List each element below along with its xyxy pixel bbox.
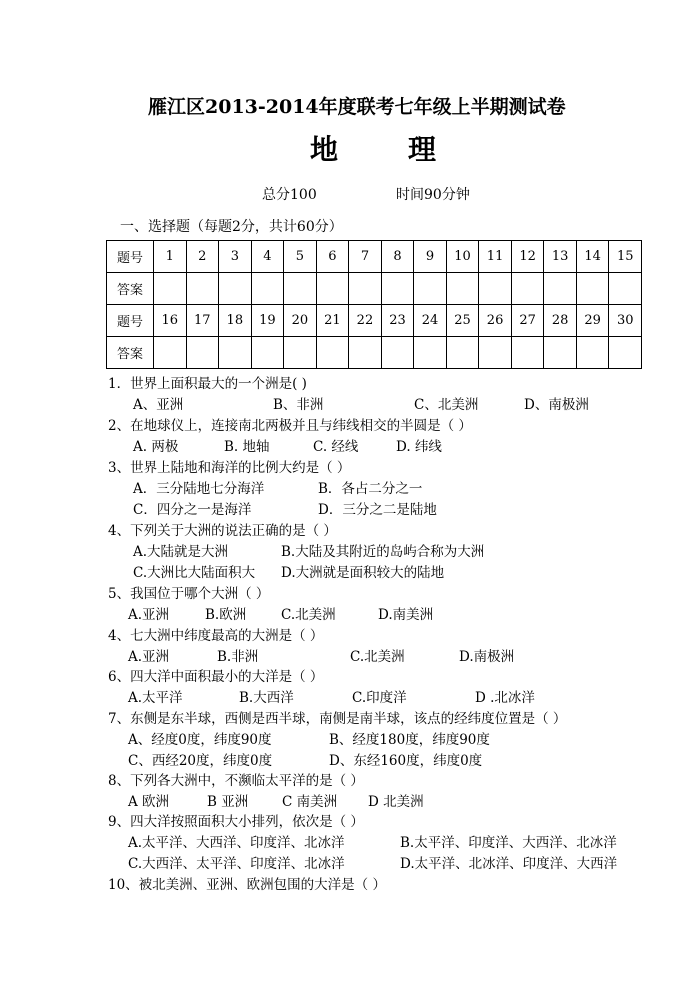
answer-cell[interactable] xyxy=(381,273,414,305)
option: C. 经线 xyxy=(313,439,359,455)
option: C、北美洲 xyxy=(414,397,479,413)
option: C 南美洲 xyxy=(282,794,338,810)
option: C．四分之一是海洋 xyxy=(133,502,252,518)
number-cell: 19 xyxy=(251,305,284,337)
answer-cell[interactable] xyxy=(544,273,577,305)
question-stem: 2、在地球仪上，连接南北两极并且与纬线相交的半圆是（ ） xyxy=(108,418,472,434)
question-stem: 3、世界上陆地和海洋的比例大约是（ ） xyxy=(108,460,351,476)
answer-cell[interactable] xyxy=(154,337,187,369)
answer-cell[interactable] xyxy=(479,337,512,369)
option: D．三分之二是陆地 xyxy=(318,502,437,518)
option: D.南极洲 xyxy=(459,649,515,665)
answer-cell[interactable] xyxy=(609,337,642,369)
answer-cell[interactable] xyxy=(446,273,479,305)
option: B.太平洋、印度洋、大西洋、北冰洋 xyxy=(400,835,617,851)
option: A、亚洲 xyxy=(133,397,184,413)
question-stem: 9、四大洋按照面积大小排列，依次是（ ） xyxy=(108,814,364,830)
option: B 亚洲 xyxy=(207,794,249,810)
answer-cell[interactable] xyxy=(511,337,544,369)
number-cell: 12 xyxy=(511,241,544,273)
option: C.大洲比大陆面积大 xyxy=(133,565,256,581)
number-cell: 5 xyxy=(284,241,317,273)
answer-cell[interactable] xyxy=(446,337,479,369)
answer-cell[interactable] xyxy=(251,273,284,305)
answer-cell[interactable] xyxy=(219,337,252,369)
question-stem: 5、我国位于哪个大洲（ ） xyxy=(108,586,270,602)
option: C.印度洋 xyxy=(352,690,407,706)
number-cell: 11 xyxy=(479,241,512,273)
option: A、经度0度，纬度90度 xyxy=(128,732,272,748)
answer-cell[interactable] xyxy=(576,337,609,369)
option: C.大西洋、太平洋、印度洋、北冰洋 xyxy=(128,856,345,872)
number-row-1 xyxy=(107,241,642,273)
number-cell: 4 xyxy=(251,241,284,273)
option: B、非洲 xyxy=(273,397,324,413)
option: D.南美洲 xyxy=(378,607,434,623)
section-heading: 一、选择题（每题2分，共计60分） xyxy=(120,219,343,235)
question-stem: 6、四大洋中面积最小的大洋是（ ） xyxy=(108,669,324,685)
answer-cell[interactable] xyxy=(381,337,414,369)
option: C.北美洲 xyxy=(350,649,405,665)
option: D .北冰洋 xyxy=(475,690,535,706)
number-cell: 27 xyxy=(511,305,544,337)
number-cell: 6 xyxy=(316,241,349,273)
number-cell: 26 xyxy=(479,305,512,337)
number-cell: 21 xyxy=(316,305,349,337)
option: B.非洲 xyxy=(217,649,259,665)
option: C、西经20度，纬度0度 xyxy=(128,753,273,769)
answer-cell[interactable] xyxy=(479,273,512,305)
option: B.大陆及其附近的岛屿合称为大洲 xyxy=(281,544,485,560)
answer-cell[interactable] xyxy=(186,273,219,305)
option: A.太平洋、大西洋、印度洋、北冰洋 xyxy=(128,835,345,851)
answer-cell[interactable] xyxy=(284,337,317,369)
number-cell: 24 xyxy=(414,305,447,337)
number-cell: 20 xyxy=(284,305,317,337)
option: D.大洲就是面积较大的陆地 xyxy=(281,565,445,581)
total-score: 总分100 xyxy=(262,187,317,203)
number-row-2 xyxy=(107,305,642,337)
number-cell: 13 xyxy=(544,241,577,273)
answer-cell[interactable] xyxy=(414,273,447,305)
option: D、南极洲 xyxy=(524,397,589,413)
question-stem: 7、东侧是东半球，西侧是西半球，南侧是南半球，该点的经纬度位置是（ ） xyxy=(108,711,567,727)
question-stem: 4、下列关于大洲的说法正确的是（ ） xyxy=(108,523,337,539)
number-cell: 17 xyxy=(186,305,219,337)
number-cell: 22 xyxy=(349,305,382,337)
option: B.欧洲 xyxy=(205,607,247,623)
option: A.太平洋 xyxy=(128,690,183,706)
option: A 欧洲 xyxy=(128,794,170,810)
number-cell: 9 xyxy=(414,241,447,273)
number-cell: 16 xyxy=(154,305,187,337)
answer-row-1 xyxy=(107,273,642,305)
answer-cell[interactable] xyxy=(316,337,349,369)
number-cell: 8 xyxy=(381,241,414,273)
answer-cell[interactable] xyxy=(576,273,609,305)
answer-cell[interactable] xyxy=(154,273,187,305)
answer-cell[interactable] xyxy=(544,337,577,369)
answer-cell[interactable] xyxy=(414,337,447,369)
answer-row-2 xyxy=(107,337,642,369)
question-stem: 10、被北美洲、亚洲、欧洲包围的大洋是（ ） xyxy=(108,877,386,893)
number-cell: 14 xyxy=(576,241,609,273)
option: B、经度180度，纬度90度 xyxy=(329,732,490,748)
number-cell: 7 xyxy=(349,241,382,273)
time-limit: 时间90分钟 xyxy=(396,187,470,203)
option: D. 纬线 xyxy=(396,439,442,455)
option: B.大西洋 xyxy=(239,690,294,706)
question-stem: 8、下列各大洲中，不濒临太平洋的是（ ） xyxy=(108,773,364,789)
option: D.太平洋、北冰洋、印度洋、大西洋 xyxy=(400,856,618,872)
subject-title xyxy=(310,128,436,168)
answer-cell[interactable] xyxy=(349,273,382,305)
subject-char-1: 地 xyxy=(310,133,339,166)
number-cell: 1 xyxy=(154,241,187,273)
question-stem: 4、七大洲中纬度最高的大洲是（ ） xyxy=(108,628,324,644)
option: A.大陆就是大洲 xyxy=(133,544,229,560)
row-label: 答案 xyxy=(107,337,154,369)
option: D、东经160度，纬度0度 xyxy=(329,753,483,769)
subject-char-2: 理 xyxy=(408,133,437,166)
option: A．三分陆地七分海洋 xyxy=(133,481,265,497)
row-label: 答案 xyxy=(107,273,154,305)
answer-cell[interactable] xyxy=(284,273,317,305)
option: D 北美洲 xyxy=(368,794,424,810)
number-cell: 3 xyxy=(219,241,252,273)
answer-table xyxy=(106,240,642,369)
option: A.亚洲 xyxy=(128,607,170,623)
answer-cell[interactable] xyxy=(609,273,642,305)
number-cell: 28 xyxy=(544,305,577,337)
number-cell: 18 xyxy=(219,305,252,337)
option: C.北美洲 xyxy=(281,607,336,623)
number-cell: 25 xyxy=(446,305,479,337)
question-stem: 1．世界上面积最大的一个洲是( ) xyxy=(108,376,307,392)
number-cell: 10 xyxy=(446,241,479,273)
answer-cell[interactable] xyxy=(251,337,284,369)
option: B. 地轴 xyxy=(224,439,270,455)
number-cell: 15 xyxy=(609,241,642,273)
answer-cell[interactable] xyxy=(511,273,544,305)
answer-cell[interactable] xyxy=(219,273,252,305)
option: B．各占二分之一 xyxy=(318,481,423,497)
row-label: 题号 xyxy=(107,305,154,337)
exam-title: 雁江区2013-2014年度联考七年级上半期测试卷 xyxy=(148,96,566,118)
number-cell: 2 xyxy=(186,241,219,273)
option: A.亚洲 xyxy=(128,649,170,665)
row-label: 题号 xyxy=(107,241,154,273)
answer-cell[interactable] xyxy=(316,273,349,305)
answer-cell[interactable] xyxy=(186,337,219,369)
number-cell: 23 xyxy=(381,305,414,337)
number-cell: 29 xyxy=(576,305,609,337)
answer-cell[interactable] xyxy=(349,337,382,369)
option: A. 两极 xyxy=(133,439,179,455)
number-cell: 30 xyxy=(609,305,642,337)
